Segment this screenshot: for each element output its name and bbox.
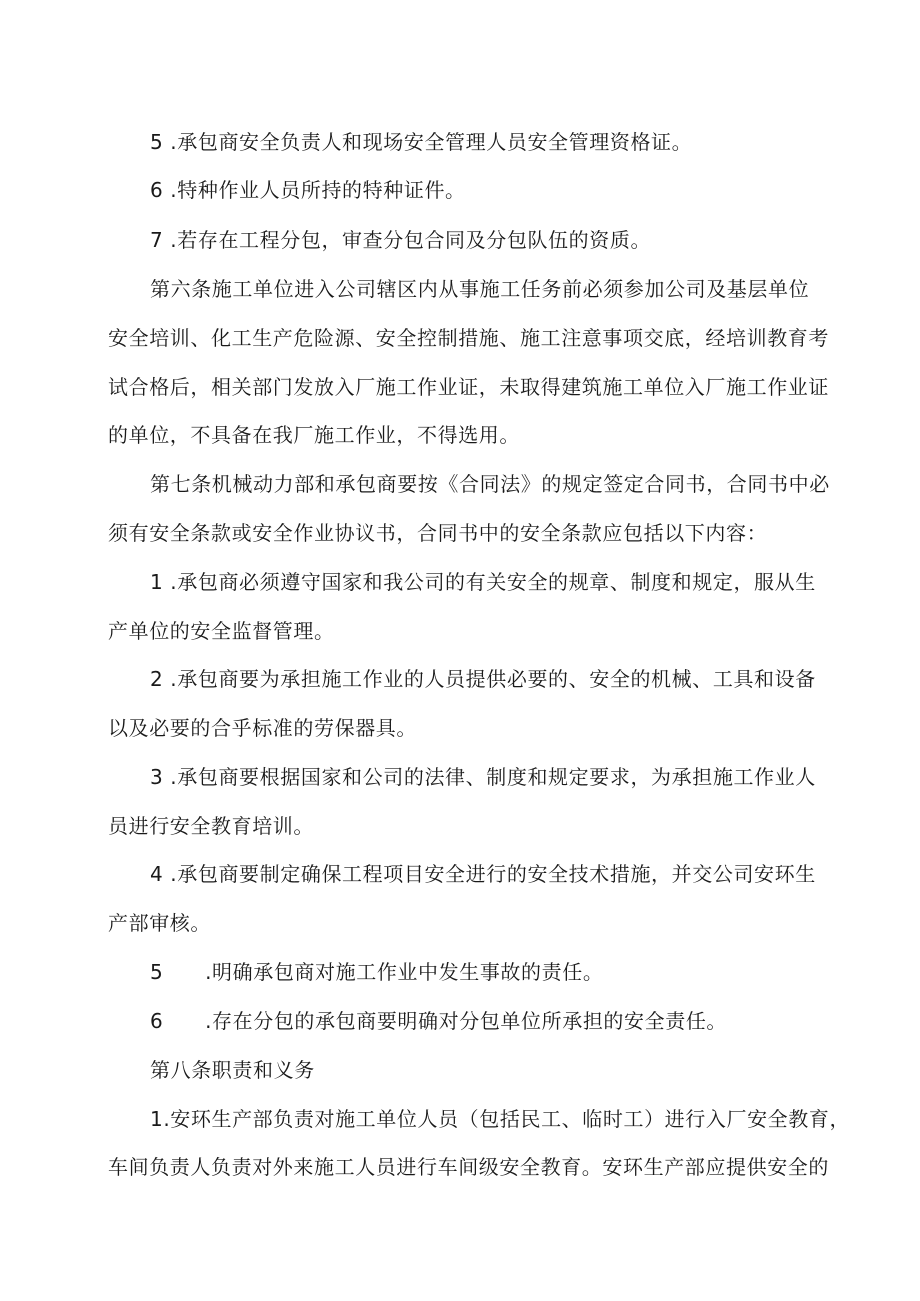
item-6-special-certificates: 6 .特种作业人员所持的特种证件。 <box>150 178 466 202</box>
clause-2-line-2: 以及必要的合乎标准的劳保器具。 <box>108 716 417 740</box>
article-6-line-4: 的单位，不具备在我厂施工作业，不得选用。 <box>108 423 520 447</box>
article-7-line-1: 第七条机械动力部和承包商要按《合同法》的规定签定合同书，合同书中必 <box>150 472 830 496</box>
article-6-line-3: 试合格后，相关部门发放入厂施工作业证，未取得建筑施工单位入厂施工作业证 <box>108 375 829 399</box>
clause-1-line-1: 1 .承包商必须遵守国家和我公司的有关安全的规章、制度和规定，服从生 <box>150 570 816 594</box>
article-8-heading: 第八条职责和义务 <box>150 1058 315 1082</box>
article-6-line-2: 安全培训、化工生产危险源、安全控制措施、施工注意事项交底，经培训教育考 <box>108 326 829 350</box>
clause-4-line-2: 产部审核。 <box>108 911 211 935</box>
clause-6: 6 .存在分包的承包商要明确对分包单位所承担的安全责任。 <box>150 1009 728 1033</box>
article-7-line-2: 须有安全条款或安全作业协议书，合同书中的安全条款应包括以下内容： <box>108 521 768 545</box>
item-7-subcontract-review: 7 .若存在工程分包，审查分包合同及分包队伍的资质。 <box>150 228 652 252</box>
duty-1-line-1: 1.安环生产部负责对施工单位人员（包括民工、临时工）进行入厂安全教育， <box>150 1107 851 1131</box>
item-5-qualification-certificate: 5 .承包商安全负责人和现场安全管理人员安全管理资格证。 <box>150 130 693 154</box>
clause-3-line-1: 3 .承包商要根据国家和公司的法律、制度和规定要求，为承担施工作业人 <box>150 765 816 789</box>
duty-1-line-2: 车间负责人负责对外来施工人员进行车间级安全教育。安环生产部应提供安全的 <box>108 1155 829 1179</box>
clause-5: 5 .明确承包商对施工作业中发生事故的责任。 <box>150 960 604 984</box>
clause-4-line-1: 4 .承包商要制定确保工程项目安全进行的安全技术措施，并交公司安环生 <box>150 862 816 886</box>
article-6-line-1: 第六条施工单位进入公司辖区内从事施工任务前必须参加公司及基层单位 <box>150 277 810 301</box>
clause-1-line-2: 产单位的安全监督管理。 <box>108 619 335 643</box>
clause-2-line-1: 2 .承包商要为承担施工作业的人员提供必要的、安全的机械、工具和设备 <box>150 667 816 691</box>
clause-3-line-2: 员进行安全教育培训。 <box>108 814 314 838</box>
